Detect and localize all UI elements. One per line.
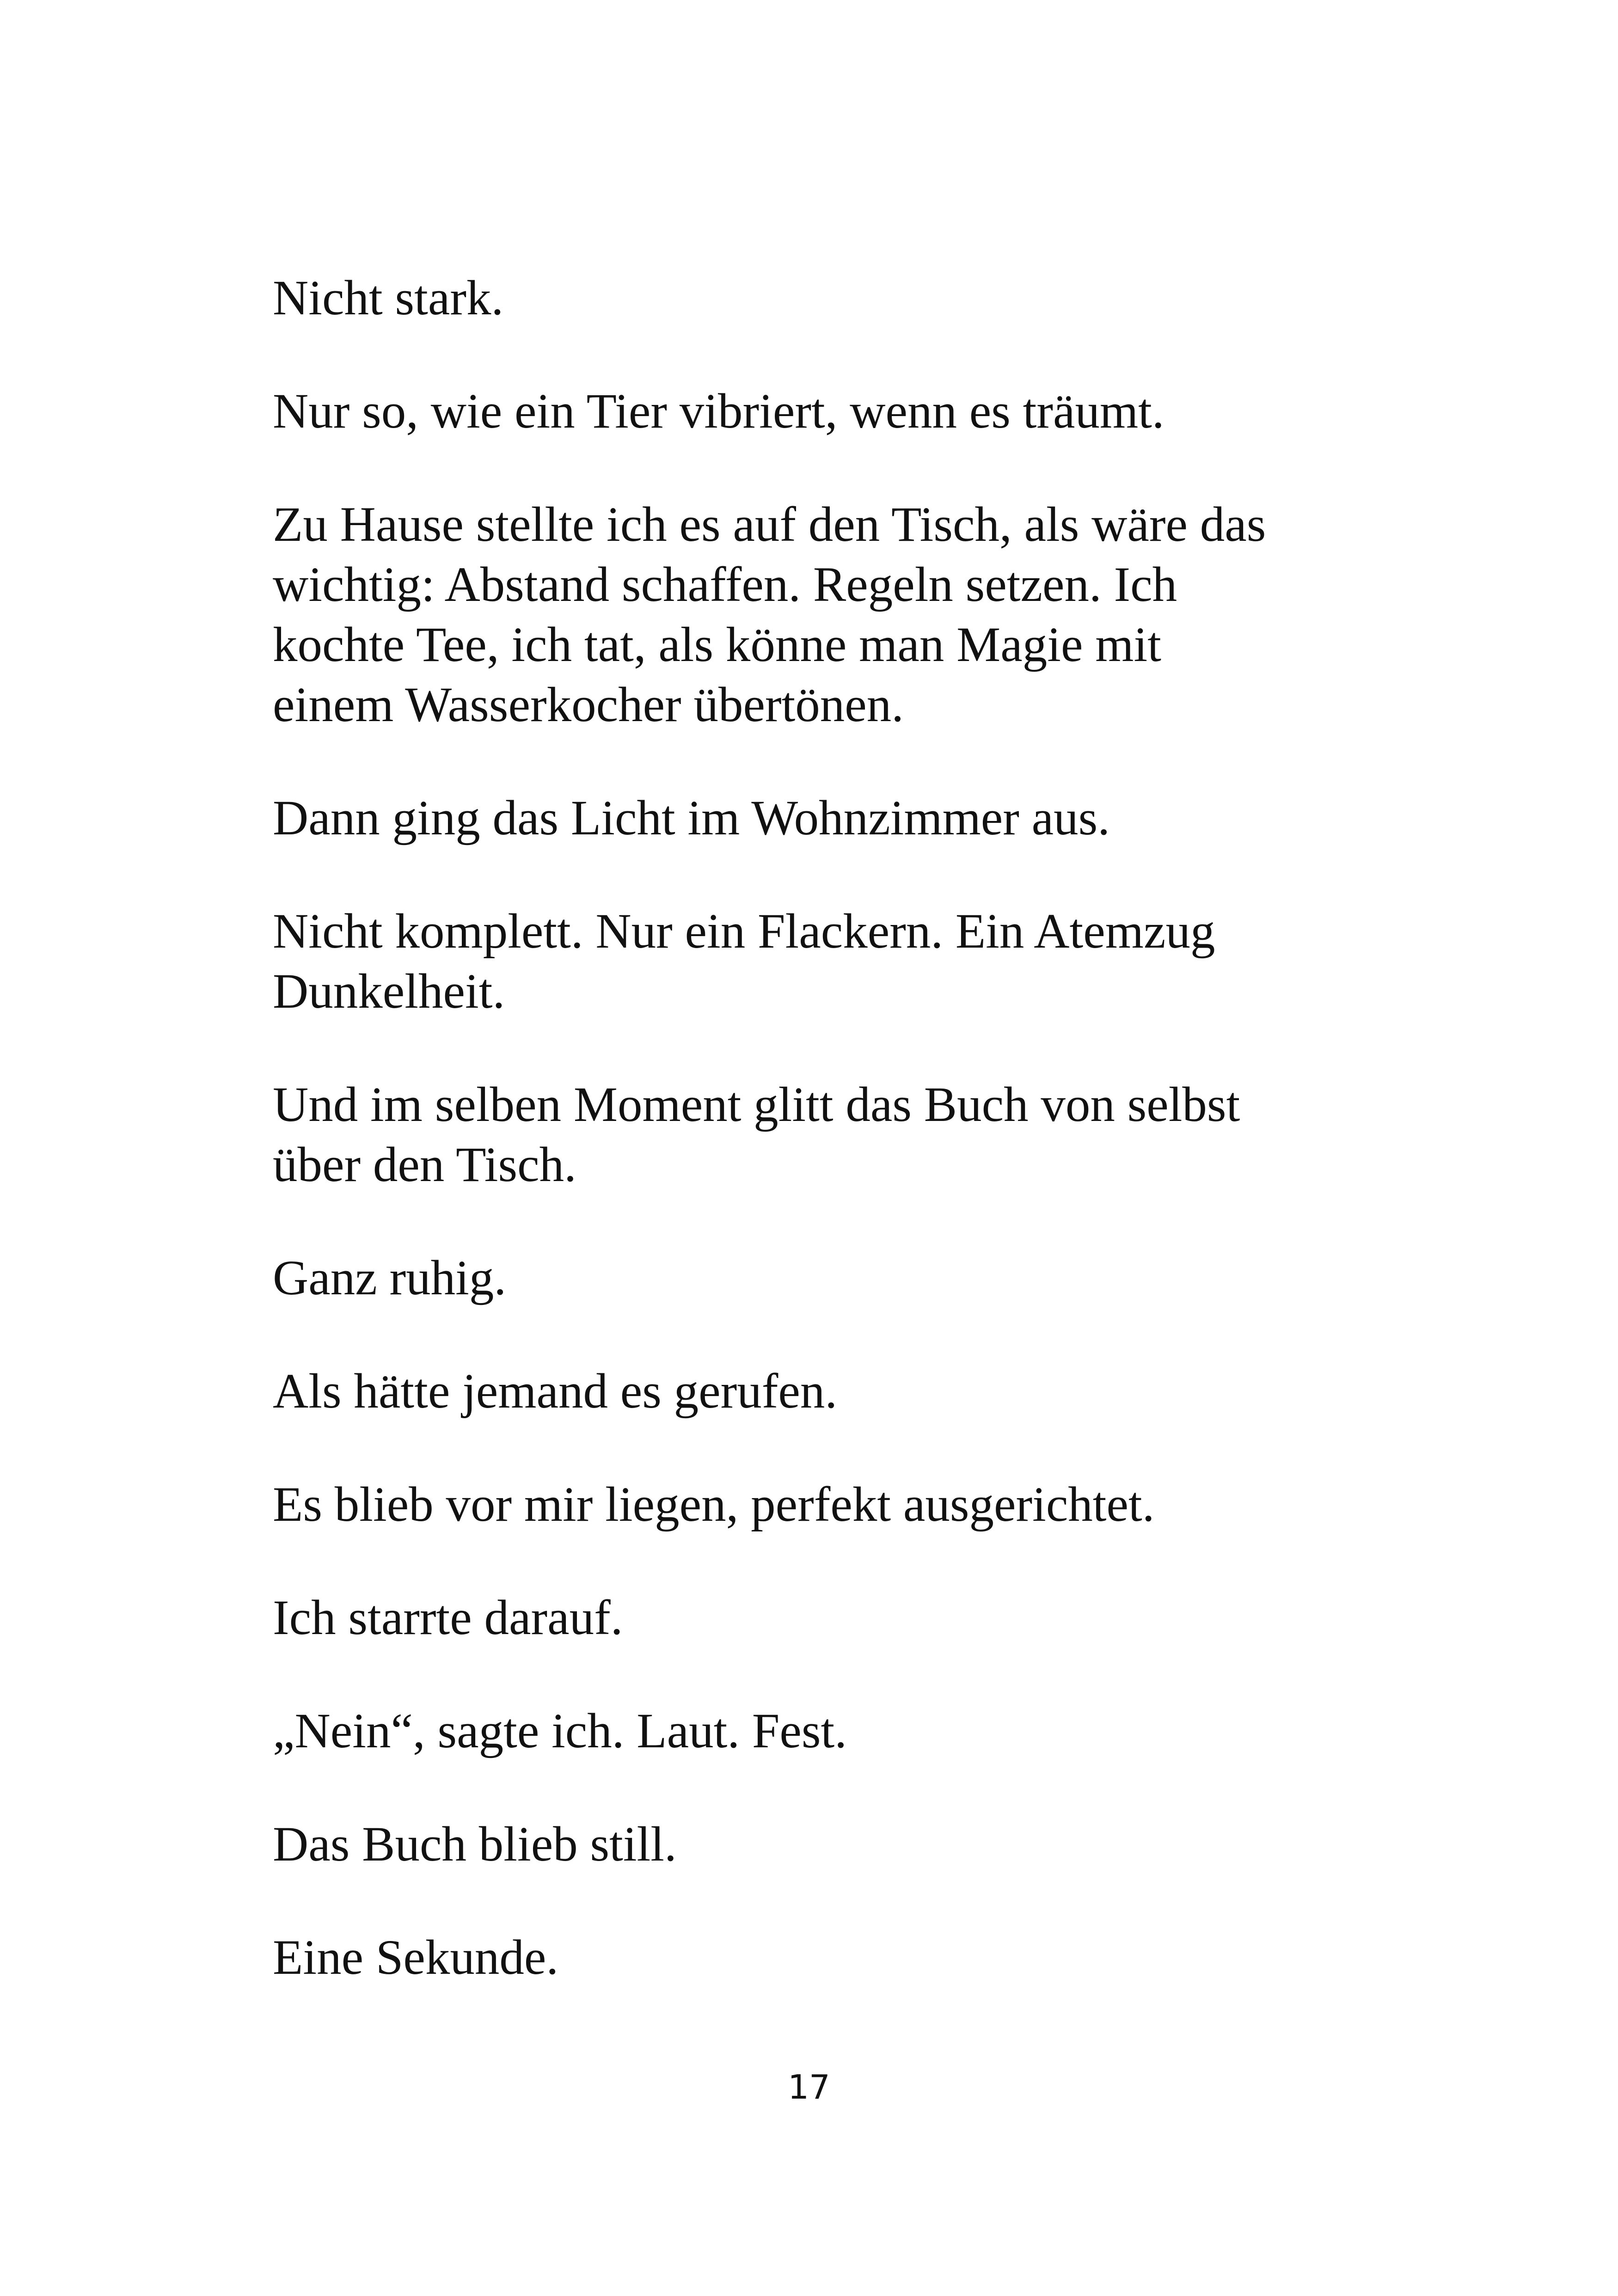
paragraph: Es blieb vor mir liegen, perfekt ausgerichtet. xyxy=(273,1477,1155,1532)
paragraph: „Nein“, sagte ich. Laut. Fest. xyxy=(273,1704,847,1758)
paragraph: Eine Sekunde. xyxy=(273,1930,559,1985)
page-number: 17 xyxy=(788,2068,830,2106)
paragraph: Ich starrte darauf. xyxy=(273,1591,623,1645)
paragraph: Nicht stark. xyxy=(273,271,504,325)
paragraph: Nicht komplett. Nur ein Flackern. Ein Atemzug Dunkelheit. xyxy=(273,904,1215,1019)
body-text xyxy=(273,268,1382,2041)
paragraph: Zu Hause stellte ich es auf den Tisch, als wäre das wichtig: Abstand schaffen. Regeln setzen. Ich kochte Tee, ich tat, als könne man Magie mit einem Wasserkocher übertönen. xyxy=(273,497,1266,732)
paragraph: Und im selben Moment glitt das Buch von selbst über den Tisch. xyxy=(273,1078,1240,1192)
paragraph: Dann ging das Licht im Wohnzimmer aus. xyxy=(273,791,1110,845)
paragraph: Das Buch blieb still. xyxy=(273,1817,677,1872)
paragraph: Als hätte jemand es gerufen. xyxy=(273,1364,838,1419)
paragraph: Ganz ruhig. xyxy=(273,1251,507,1305)
paragraph: Nur so, wie ein Tier vibriert, wenn es träumt. xyxy=(273,384,1164,439)
